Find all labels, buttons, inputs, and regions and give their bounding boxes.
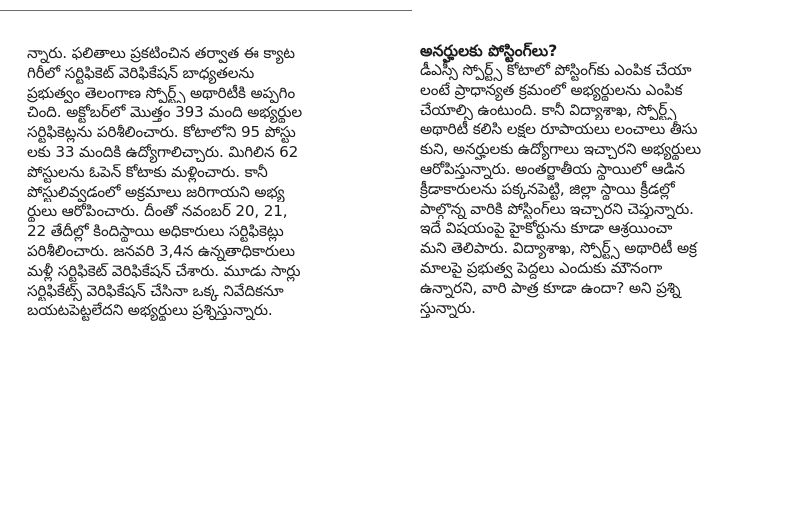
right-line: క్రీడాకారులను పక్కనపెట్టి, జిల్లా స్థాయి క్రీడల్లో — [420, 179, 675, 198]
left-line: లకు 33 మందికి ఉద్యోగాలిచ్చారు. మిగిలిన 62 — [27, 142, 299, 161]
left-line: సర్టిఫికెట్లను పరిశీలించారు. కోటాలోని 95 పోస్టు — [27, 123, 296, 142]
right-line: లంటే ప్రాధాన్యత క్రమంలో అభ్యర్థులను ఎంపిక — [420, 80, 683, 99]
right-column — [420, 41, 778, 318]
left-line: న్నారు. ఫలితాలు ప్రకటించిన తర్వాత ఈ క్యాట — [27, 44, 295, 62]
right-line: అథారిటీ కలిసి లక్షల రూపాయలు లంచాలు తీసు — [420, 120, 698, 139]
left-line: బయటపెట్టలేదని అభ్యర్థులు ప్రశ్నిస్తున్నారు. — [27, 301, 273, 320]
right-line: ఇదే విషయంపై హైకోర్టును కూడా ఆశ్రయించా — [420, 219, 673, 238]
right-line: కుని, అనర్హులకు ఉద్యోగాలు ఇచ్చారని అభ్యర్థులు — [420, 140, 702, 159]
left-line: గిరీలో సర్టిఫికెట్ వెరిఫికేషన్ బాధ్యతలను — [27, 63, 255, 82]
left-line: పోస్టులివ్వడంలో అక్రమాలు జరిగాయని అభ్య — [27, 182, 285, 201]
right-line: పాల్గొన్న వారికి పోస్టింగ్‌లు ఇచ్చారని చెప్తున్నారు. — [420, 199, 694, 218]
left-line: ప్రభుత్వం తెలంగాణ స్పోర్ట్స్ అథారిటీకి అప్పగిం — [27, 83, 296, 102]
right-line: స్తున్నారు. — [420, 298, 476, 317]
left-line: చింది. అక్టోబర్‌లో మొత్తం 393 మంది అభ్యర్థుల — [27, 103, 302, 122]
right-line: మాలపై ప్రభుత్వ పెద్దలు ఎందుకు మౌనంగా — [420, 258, 663, 277]
left-line: పోస్టులను ఓపెన్ కోటాకు మళ్లించారు. కానీ — [27, 162, 268, 181]
right-line: మని తెలిపారు. విద్యాశాఖ, స్పోర్ట్స్ అథారిటీ అక్ర — [420, 239, 697, 258]
left-line: మళ్లీ సర్టిఫికెట్ వెరిఫికేషన్ చేశారు. మూడు సార్లు — [27, 261, 301, 280]
left-line: పరిశీలించారు. జనవరి 3,4న ఉన్నతాధికారులు — [27, 241, 295, 260]
top-rule — [0, 10, 412, 11]
left-line: ర్థులు ఆరోపించారు. దీంతో నవంబర్ 20, 21, — [27, 202, 288, 221]
left-line: 22 తేదీల్లో కిందిస్థాయి అధికారులు సర్టిఫికెట్లు — [27, 222, 284, 241]
right-line: ఆరోపిస్తున్నారు. అంతర్జాతీయ స్థాయిలో ఆడిన — [420, 159, 685, 178]
right-line: డీఎస్సీ స్పోర్ట్స్ కోటాలో పోస్టింగ్‌కు ఎంపిక చేయా — [420, 61, 692, 79]
left-column — [27, 44, 393, 321]
right-line: చేయాల్సి ఉంటుంది. కానీ విద్యాశాఖ, స్పోర్ట్స్ — [420, 100, 677, 119]
right-line: ఉన్నారని, వారి పాత్ర కూడా ఉందా? అని ప్రశ్ని — [420, 278, 681, 297]
section-heading: అనర్హులకు పోస్టింగ్‌లు? — [420, 42, 558, 60]
left-line: సర్టిఫికేట్స్ వెరిఫికేషన్ చేసినా ఒక్క నివేదికనూ — [27, 281, 284, 300]
